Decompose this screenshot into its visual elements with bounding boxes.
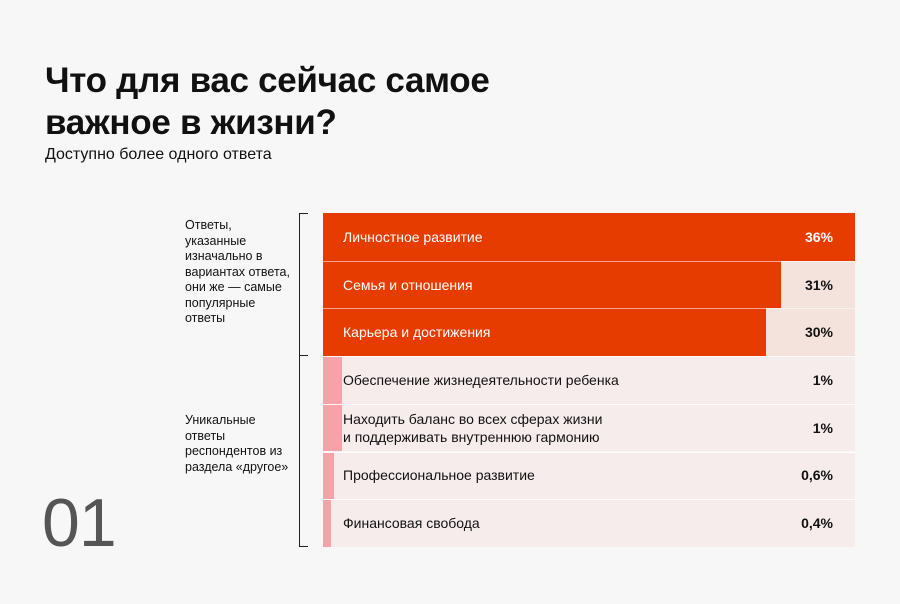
bar-row-child-provision (323, 356, 855, 404)
group-label-unique: Уникальные ответы респондентов из раздела «другое» (185, 413, 289, 474)
group-label-predefined: Ответы, указанные изначально в вариантах ответа, они же — самые популярные ответы (185, 218, 290, 325)
bar-label: Финансовая свобода (343, 515, 480, 532)
bar-row-personal-growth (323, 213, 855, 261)
bar-value-label: 36% (804, 228, 833, 245)
bar-value-label: 30% (804, 324, 833, 341)
row-divider (323, 452, 855, 453)
row-divider (323, 308, 855, 309)
section-number: 01 (42, 485, 116, 561)
bar-value-label: 1% (812, 371, 833, 388)
bar-row-family-relations (323, 261, 855, 309)
bar (323, 452, 334, 500)
bar-value-label: 0,4% (801, 515, 833, 532)
bar-value-label: 31% (804, 276, 833, 293)
row-divider (323, 356, 855, 357)
bar-row-financial-freedom (323, 499, 855, 547)
bar-row-life-balance (323, 404, 855, 452)
row-divider (323, 499, 855, 500)
bar-row-professional-growth (323, 452, 855, 500)
bar-label: Находить баланс во всех сферах жизни и поддерживать внутреннюю гармонию (343, 410, 603, 445)
bar-row-career-achievements (323, 308, 855, 356)
bar-value-label: 1% (812, 419, 833, 436)
bar-value-label: 0,6% (801, 467, 833, 484)
chart-title: Что для вас сейчас самое важное в жизни? (45, 61, 490, 142)
bar-chart (323, 213, 855, 547)
group-bracket-unique (299, 356, 308, 547)
chart-subtitle: Доступно более одного ответа (45, 146, 272, 163)
bar (323, 356, 342, 404)
row-divider (323, 404, 855, 405)
bar (323, 499, 331, 547)
bar (323, 404, 342, 452)
bar-label: Профессиональное развитие (343, 467, 535, 484)
group-bracket-predefined (299, 213, 308, 356)
bar-label: Личностное развитие (343, 228, 483, 245)
row-divider (323, 261, 855, 262)
bar-label: Обеспечение жизнедеятельности ребенка (343, 371, 619, 388)
bar-label: Семья и отношения (343, 276, 473, 293)
bar-label: Карьера и достижения (343, 324, 491, 341)
